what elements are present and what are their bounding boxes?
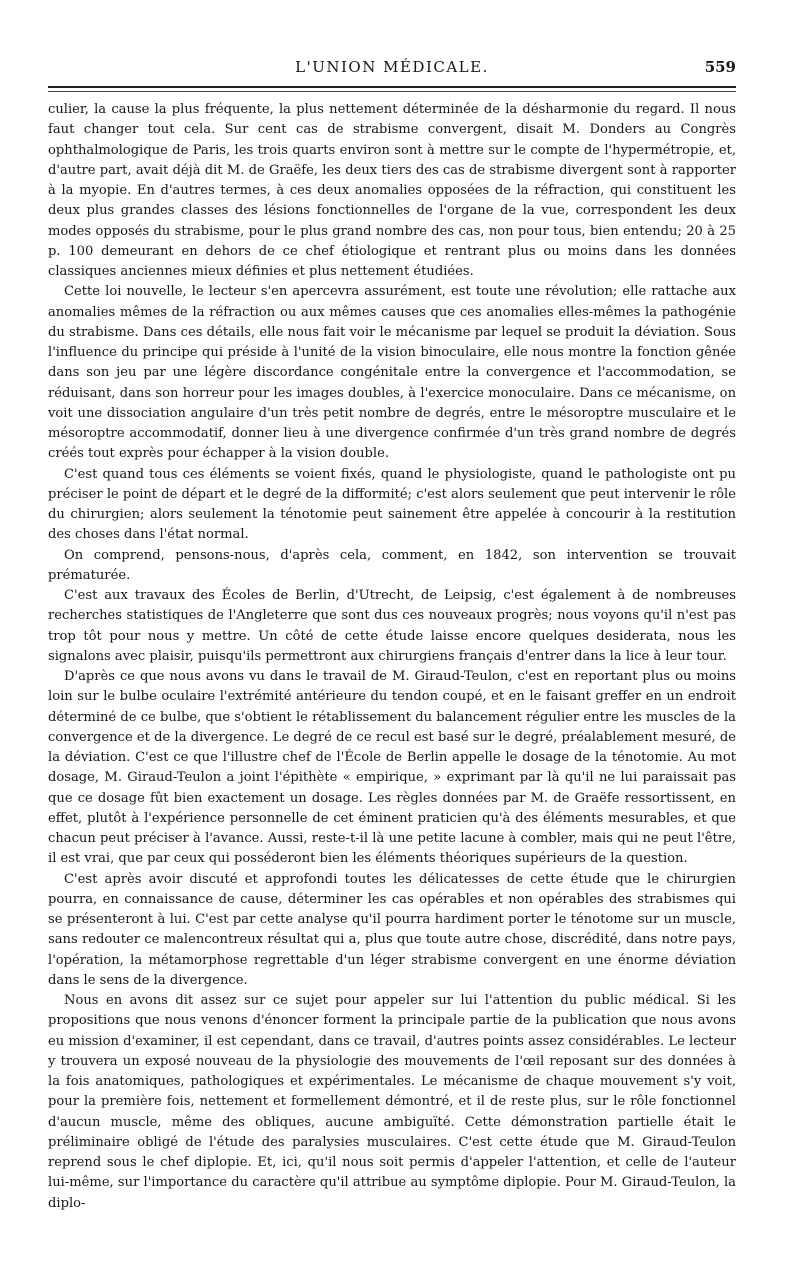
paragraph: On comprend, pensons-nous, d'après cela, comment, en 1842, son intervention se trouvait prématurée.: [48, 547, 736, 583]
paragraph: Cette loi nouvelle, le lecteur s'en apercevra assurément, est toute une révolution; elle rattache aux anomalies mêmes de la réfraction ou aux mêmes causes que ces anomalies elles-mêmes la pathogénie du strabisme. Dans ces détails, elle nous fait voir le mécanisme par lequel se produit la déviation. Sous l'influence du principe qui préside à l'unité de la vision binoculaire, elle nous montre la fonction gênée dans son jeu par une légère discordance congénitale entre la convergence et l'accommodation, se réduisant, dans son horreur pour les images doubles, à l'exercice monoculaire. Dans ce mécanisme, on voit une dissociation angulaire d'un très petit nombre de degrés, entre le mésoroptre musculaire et le mésoroptre accommodatif, donner lieu à une divergence confirmée d'un très grand nombre de degrés créés tout exprès pour échapper à la vision double.: [48, 284, 736, 462]
paragraph: C'est aux travaux des Écoles de Berlin, d'Utrecht, de Leipsig, c'est également à de nombreuses recherches statistiques de l'Angleterre que sont dus ces nouveaux progrès; nous voyons qu'il n'est pas trop tôt pour nous y mettre. Un côté de cette étude laisse encore quelques desiderata, nous les signalons avec plaisir, puisqu'ils permettront aux chirurgiens français d'entrer dans la lice à leur tour.: [48, 588, 736, 664]
paragraph: C'est quand tous ces éléments se voient fixés, quand le physiologiste, quand le pathologiste ont pu préciser le point de départ et le degré de la difformité; c'est alors seulement que peut intervenir le rôle du chirurgien; alors seulement la ténotomie peut sainement être appelée à concourir à la restitution des choses dans l'état normal.: [48, 466, 736, 543]
paragraph: C'est après avoir discuté et approfondi toutes les délicatesses de cette étude que le chirurgien pourra, en connaissance de cause, déterminer les cas opérables et non opérables des strabismes qui se présenteront à lui. C'est par cette analyse qu'il pourra hardiment porter le ténotome sur un muscle, sans redouter ce malencontreux résultat qui a, plus que toute autre chose, discrédité, dans notre pays, l'opération, la métamorphose regrettable d'un léger strabisme convergent en une énorme déviation dans le sens de la divergence.: [48, 871, 736, 988]
header-rule: [48, 86, 736, 88]
page-number: 559: [704, 58, 736, 76]
paragraph: Nous en avons dit assez sur ce sujet pour appeler sur lui l'attention du public médical. Si les propositions que nous venons d'énoncer forment la principale partie de la publication que nous avons eu mission d'examiner, il est cependant, dans ce travail, d'autres points assez considérables. Le lecteur y trouvera un exposé nouveau de la physiologie des mouvements de l'œil reposant sur des données à la fois anatomiques, pathologiques et expérimentales. Le mécanisme de chaque mouvement s'y voit, pour la première fois, nettement et formellement démontré, et il de reste plus, sur le rôle fonctionnel d'aucun muscle, même des obliques, aucune ambiguïté. Cette démonstration partielle était le préliminaire obligé de l'étude des paralysies musculaires. C'est cette étude que M. Giraud-Teulon reprend sous le chef diplopie. Et, ici, qu'il nous soit permis d'appeler l'attention, et celle de l'auteur lui-même, sur l'importance du caractère qu'il attribue au symptôme diplopie. Pour M. Giraud-Teulon, la diplo-: [48, 993, 736, 1211]
article-body: [48, 100, 736, 1214]
running-header: [48, 58, 736, 80]
journal-title: L'UNION MÉDICALE.: [295, 58, 489, 76]
header-rule-thin: [48, 91, 736, 92]
paragraph: culier, la cause la plus fréquente, la plus nettement déterminée de la désharmonie du regard. Il nous faut changer tout cela. Sur cent cas de strabisme convergent, disait M. Donders au Congrès ophthalmologique de Paris, les trois quarts environ sont à mettre sur le compte de l'hypermétropie, et, d'autre part, avait déjà dit M. de Graëfe, les deux tiers des cas de strabisme divergent sont à rapporter à la myopie. En d'autres termes, à ces deux anomalies opposées de la réfraction, qui constituent les deux plus grandes classes des lésions fonctionnelles de l'organe de la vue, correspondent les deux modes opposés du strabisme, pour le plus grand nombre des cas, non pour tous, bien entendu; 20 à 25 p. 100 demeurant en dehors de ce chef étiologique et rentrant plus ou moins dans les données classiques anciennes mieux définies et plus nettement étudiées.: [48, 102, 736, 279]
paragraph: D'après ce que nous avons vu dans le travail de M. Giraud-Teulon, c'est en reportant plus ou moins loin sur le bulbe oculaire l'extrémité antérieure du tendon coupé, et en le faisant greffer en un endroit déterminé de ce bulbe, que s'obtient le rétablissement du balancement régulier entre les muscles de la convergence et de la divergence. Le degré de ce recul est basé sur le degré, préalablement mesuré, de la déviation. C'est ce que l'illustre chef de l'École de Berlin appelle le dosage de la ténotomie. Au mot dosage, M. Giraud-Teulon a joint l'épithète « empirique, » exprimant par là qu'il ne lui paraissait pas que ce dosage fût bien exactement un dosage. Les règles données par M. de Graëfe ressortissent, en effet, plutôt à l'expérience personnelle de cet éminent praticien qu'à des éléments mesurables, et que chacun peut préciser à l'avance. Aussi, reste-t-il là une petite lacune à combler, mais qui ne peut l'être, il est vrai, que par ceux qui posséderont bien les éléments théoriques supérieurs de la question.: [48, 669, 736, 867]
